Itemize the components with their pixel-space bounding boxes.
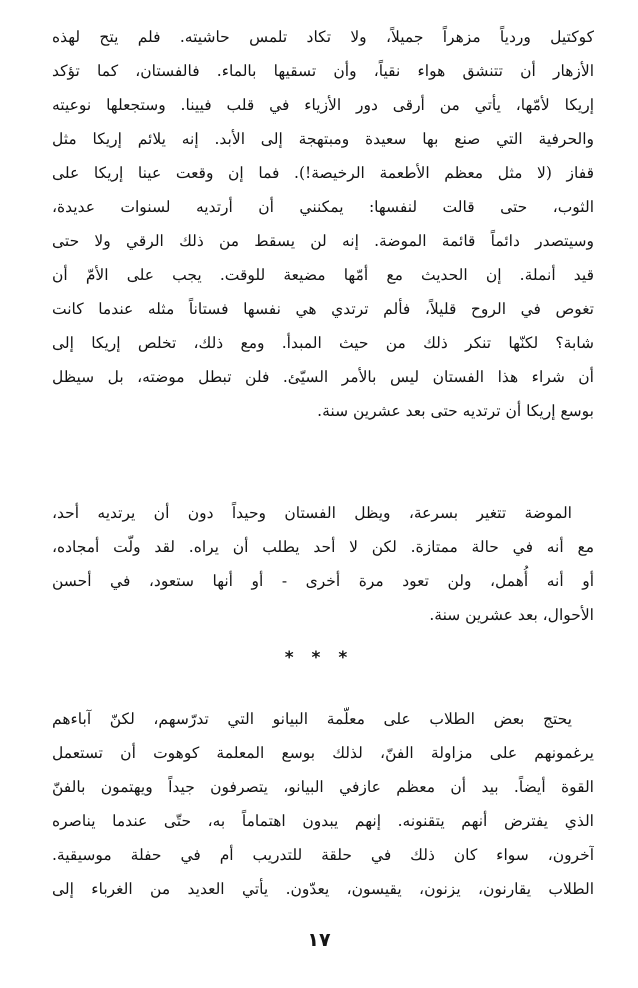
text-line: الأزهار أن تتنشق هواء نقياً، وأن تسقيها بالماء. فالفستان، كما تؤكد [52, 62, 594, 80]
page-number: ١٧ [307, 929, 331, 951]
text-line: أن شراء هذا الفستان ليس بالأمر السيّئ. فلن تبطل موضته، بل سيظل [52, 368, 594, 386]
text-line: يحتج بعض الطلاب على معلّمة البيانو التي تدرّسهم، لكنّ آباءهم [52, 710, 572, 728]
text-line: إريكا لأمّها، يأتي من أرقى دور الأزياء في قلب فيينا. وستجعلها نوعيته [52, 96, 594, 114]
text-line: القوة أيضاً. بيد أن معظم عازفي البيانو، يتصرفون جيداً ويهتمون بالفنّ [52, 778, 594, 796]
text-line: كوكتيل وردياً مزهراً جميلاً، ولا تكاد تلمس حاشيته. فلم يتح لهذه [52, 28, 594, 46]
paragraph-2 [52, 496, 594, 632]
text-line: أو أنه أُهمل، ولن تعود مرة أخرى - أو أنها ستعود، في أحسن [52, 572, 594, 590]
text-line: شابة؟ لكنّها تنكر ذلك من حيث المبدأ. ومع ذلك، تخلص إريكا إلى [52, 334, 594, 352]
text-line: الذي يفترض أنهم يتقنونه. إنهم يبدون اهتماماً به، حتّى عندما يناصره [52, 812, 594, 830]
text-line: بوسع إريكا أن ترتديه حتى بعد عشرين سنة. [317, 402, 594, 420]
paragraph-1 [52, 20, 594, 428]
text-line: وسيتصدر دائماً قائمة الموضة. إنه لن يسقط من ذلك الرقي ولا حتى [52, 232, 594, 250]
text-line: الثوب، حتى قالت لنفسها: يمكنني أن أرتديه لسنوات عديدة، [52, 198, 594, 216]
section-separator: * * * [284, 648, 354, 668]
text-line: قفاز (لا مثل معظم الأطعمة الرخيصة!). فما إن وقعت عينا إريكا على [52, 164, 594, 182]
text-line: يرغمونهم على مزاولة الفنّ، لذلك بوسع المعلمة كوهوت أن تستعمل [52, 744, 594, 762]
text-line: والحرفية التي صنع بها سعيدة ومبتهجة إلى الأبد. إنه يلائم إريكا مثل [52, 130, 594, 148]
text-line: الأحوال، بعد عشرين سنة. [429, 606, 594, 624]
paragraph-3 [52, 702, 594, 906]
text-line: آخرون، سواء كان ذلك في حلقة للتدريب أم في حفلة موسيقية. [52, 846, 594, 864]
text-line: مع أنه في حالة ممتازة. لكن لا أحد يطلب أن يراه. لقد ولّت أمجاده، [52, 538, 594, 556]
text-line: الطلاب يقارنون، يزنون، يقيسون، يعدّون. يأتي العديد من الغرباء إلى [52, 880, 594, 898]
text-line: تغوص في الروح قليلاً، فألم ترتدي هي نفسها فستاناً مثله عندما كانت [52, 300, 594, 318]
text-line: الموضة تتغير بسرعة، ويظل الفستان وحيداً دون أن يرتديه أحد، [52, 504, 572, 522]
text-line: قيد أنملة. إن الحديث مع أمّها مضيعة للوقت. يجب على الأمّ أن [52, 266, 594, 284]
